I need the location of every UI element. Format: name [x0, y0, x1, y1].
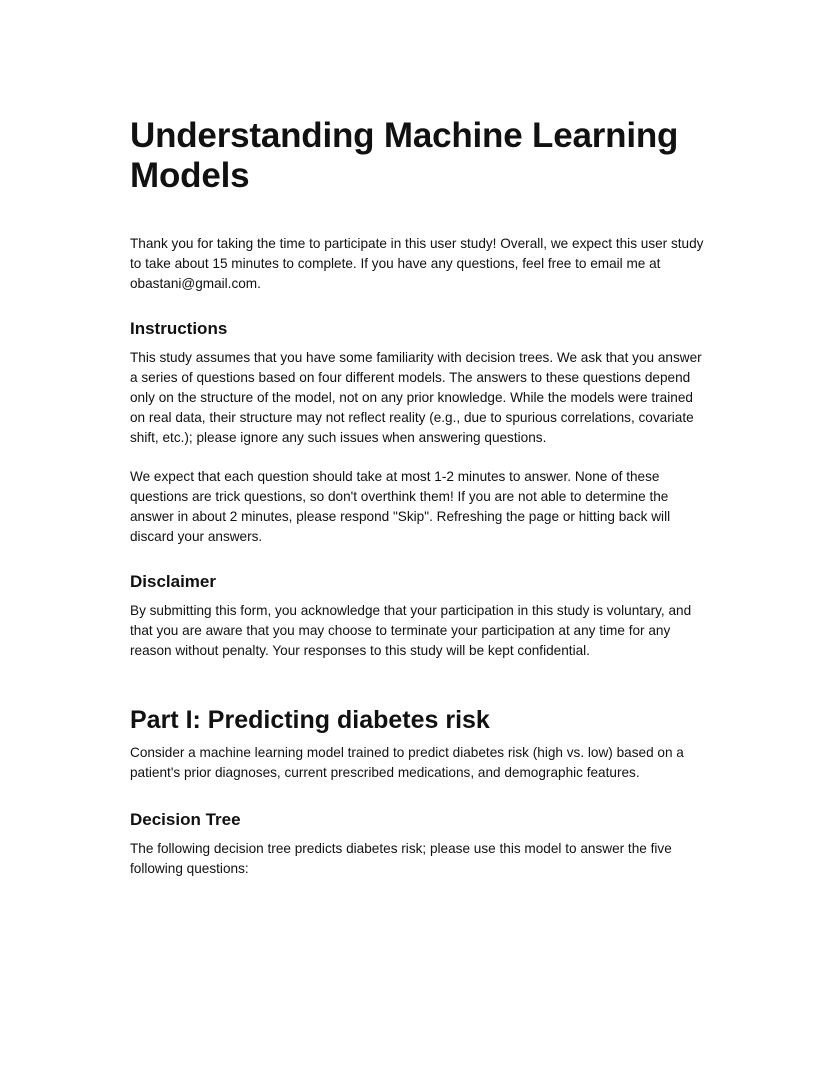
instructions-paragraph-1: This study assumes that you have some familiarity with decision trees. We ask that you answer a series of questions based on four different models. The answers to these questions depend only on the structure of the model, not on any prior knowledge. While the models were trained on real data, their structure may not reflect reality (e.g., due to spurious correlations, covariate shift, etc.); please ignore any such issues when answering questions. — [130, 350, 702, 445]
disclaimer-paragraph: By submitting this form, you acknowledge that your participation in this study is voluntary, and that you are aware that you may choose to terminate your participation at any time for any reason without penalty. Your responses to this study will be kept confidential. — [130, 603, 692, 658]
part1-heading: Part I: Predicting diabetes risk — [130, 706, 490, 734]
page-title: Understanding Machine Learning Models — [130, 116, 679, 195]
decision-tree-paragraph: The following decision tree predicts diabetes risk; please use this model to answer the five following questions: — [130, 841, 672, 876]
part1-paragraph: Consider a machine learning model trained to predict diabetes risk (high vs. low) based on a patient's prior diagnoses, current prescribed medications, and demographic features. — [130, 745, 684, 780]
document-page — [130, 116, 705, 879]
instructions-paragraph-2: We expect that each question should take at most 1-2 minutes to answer. None of these questions are trick questions, so don't overthink them! If you are not able to determine the answer in about 2 minutes, please respond "Skip". Refreshing the page or hitting back will discard your answers. — [130, 469, 671, 544]
disclaimer-heading: Disclaimer — [130, 572, 216, 591]
decision-tree-heading: Decision Tree — [130, 810, 241, 829]
instructions-heading: Instructions — [130, 319, 228, 338]
intro-paragraph: Thank you for taking the time to participate in this user study! Overall, we expect this user study to take about 15 minutes to complete. If you have any questions, feel free to email me at obastani@gmail.com. — [130, 236, 704, 291]
